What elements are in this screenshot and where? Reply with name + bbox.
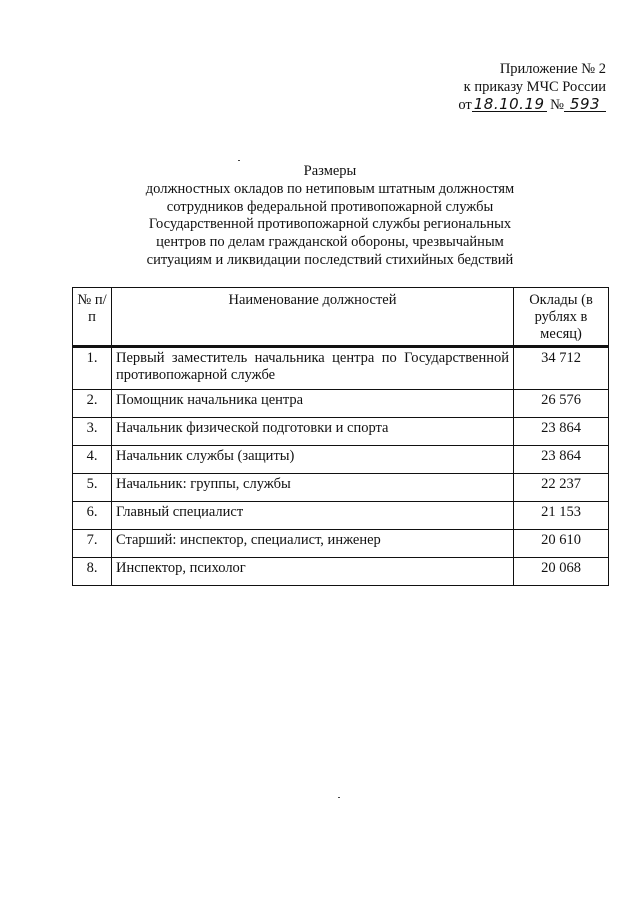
salary-table bbox=[72, 287, 609, 586]
appendix-number: Приложение № 2 bbox=[499, 61, 606, 77]
order-date-number bbox=[458, 96, 606, 114]
header-name: Наименование должностей bbox=[112, 288, 514, 346]
document-title bbox=[120, 163, 540, 270]
title-line: центров по делам гражданской обороны, чрезвычайным bbox=[156, 234, 504, 251]
title-line: сотрудников федеральной противопожарной службы bbox=[166, 198, 494, 215]
table-row bbox=[73, 417, 609, 445]
row-position: Начальник: группы, службы bbox=[112, 473, 514, 501]
scan-speck bbox=[338, 797, 340, 798]
row-position: Первый заместитель начальника центра по Государственной противопожарной службе bbox=[112, 347, 514, 389]
row-num: 8. bbox=[73, 557, 112, 585]
table-header-row bbox=[73, 288, 609, 346]
row-position: Старший: инспектор, специалист, инженер bbox=[112, 529, 514, 557]
row-num: 1. bbox=[73, 347, 112, 389]
row-position: Начальник физической подготовки и спорта bbox=[112, 417, 514, 445]
table-row bbox=[73, 389, 609, 417]
row-salary: 20 610 bbox=[514, 529, 609, 557]
row-num: 6. bbox=[73, 501, 112, 529]
title-line: ситуациям и ликвидации последствий стихийных бедствий bbox=[146, 251, 514, 268]
row-num: 7. bbox=[73, 529, 112, 557]
row-position: Главный специалист bbox=[112, 501, 514, 529]
table-row bbox=[73, 445, 609, 473]
row-num: 3. bbox=[73, 417, 112, 445]
table-row bbox=[73, 473, 609, 501]
scan-speck bbox=[238, 160, 240, 161]
table-row bbox=[73, 557, 609, 585]
table-row bbox=[73, 529, 609, 557]
table-row bbox=[73, 501, 609, 529]
title-line: Государственной противопожарной службы региональных bbox=[148, 216, 512, 233]
row-num: 2. bbox=[73, 389, 112, 417]
header-salary: Оклады (в рублях в месяц) bbox=[514, 288, 609, 346]
row-salary: 26 576 bbox=[514, 389, 609, 417]
row-salary: 21 153 bbox=[514, 501, 609, 529]
handwritten-number: 593 bbox=[564, 97, 606, 112]
row-position: Инспектор, психолог bbox=[112, 557, 514, 585]
row-num: 4. bbox=[73, 445, 112, 473]
row-position: Помощник начальника центра bbox=[112, 389, 514, 417]
title-heading: Размеры bbox=[303, 163, 357, 179]
table-row bbox=[73, 347, 609, 389]
row-position: Начальник службы (защиты) bbox=[112, 445, 514, 473]
row-salary: 23 864 bbox=[514, 417, 609, 445]
row-salary: 22 237 bbox=[514, 473, 609, 501]
row-salary: 34 712 bbox=[514, 347, 609, 389]
appendix-header bbox=[458, 60, 606, 114]
from-label: от bbox=[458, 97, 472, 113]
header-num: № п/п bbox=[73, 288, 112, 346]
handwritten-date: 18.10.19 bbox=[473, 95, 545, 113]
row-num: 5. bbox=[73, 473, 112, 501]
number-label: № bbox=[550, 97, 564, 113]
row-salary: 23 864 bbox=[514, 445, 609, 473]
title-line: должностных окладов по нетиповым штатным должностям bbox=[145, 180, 515, 197]
order-reference: к приказу МЧС России bbox=[463, 79, 606, 95]
row-salary: 20 068 bbox=[514, 557, 609, 585]
